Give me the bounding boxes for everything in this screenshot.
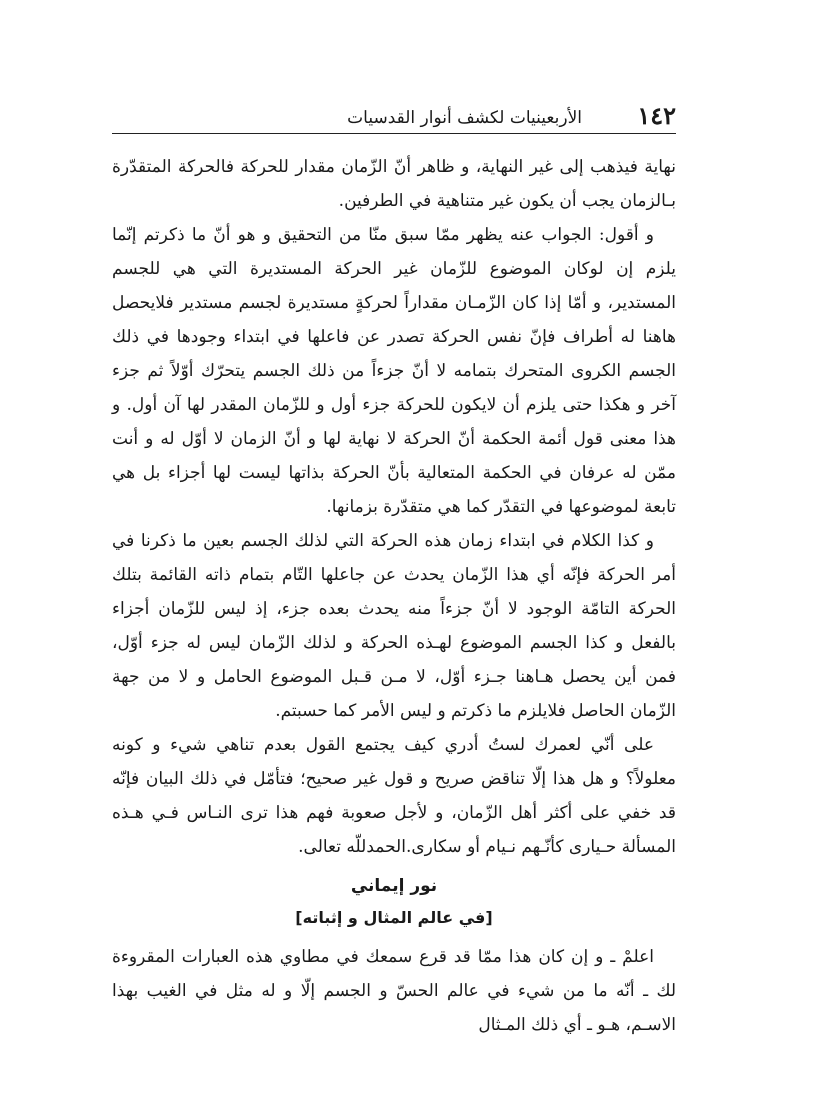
page-header: [112, 96, 676, 132]
section-subtitle: [في عالم المثال و إثباته]: [295, 908, 493, 927]
paragraph: و أقول: الجواب عنه يظهر ممّا سبق منّا من التحقيق و هو أنّ ما ذكرتم إنّما يلزم إن لوكان الموضوع للزّمان غير الحركة المستديرة التي هي للجسم المستدير، و أمّا إذا كان الزّمـان مقداراً لحركةٍ مستديرة لجسم مستدير فلايحصل هاهنا له أطراف فإنّ نفس الحركة تصدر عن فاعلها في ابتداء وجودها في ذلك الجسم الكروى المتحرك بتمامه لا أنّ جزءاً من ذلك الجسم يتحرّك أوّلاً ثم جزء آخر و هكذا حتى يلزم أن لايكون للحركة جزء أول و للزّمان المقدر لها آن أول. و هذا معنى قول أئمة الحكمة أنّ الحركة لا نهاية لها و أنّ الزمان لا أوّل له و أنت ممّن له عرفان في الحكمة المتعالية بأنّ الحركة بذاتها ليست لها أجزاء بل هي تابعة لموضوعها في التقدّر كما هي متقدّرة بزمانها.: [112, 225, 676, 517]
header-rule: [112, 133, 676, 134]
main-text: [112, 150, 676, 864]
section-title: نور إيماني: [350, 876, 438, 896]
running-title: الأربعينيات لكشف أنوار القدسيات: [347, 108, 582, 128]
paragraph: على أنّي لعمرك لستُ أدري كيف يجتمع القول بعدم تناهي شيء و كونه معلولاً؟ و هل هذا إلّا تناقض صريح و قول غير صحيح؛ فتأمّل في ذلك البيان فإنّه قد خفي على أكثر أهل الزّمان، و لأجل صعوبة فهم هذا ترى النـاس فـي هـذه المسألة حـيارى كأنّـهم نـيام أو سكارى.الحمدللّه تعالى.: [112, 735, 676, 857]
page-number: ١٤٢: [637, 101, 676, 130]
paragraph: اعلمْ ـ و إن كان هذا ممّا قد قرع سمعك في مطاوي هذه العبارات المقروءة لك ـ أنّه ما من شيء في عالم الحسّ و الجسم إلّا و له مثل في الغيب بهذا الاسـم، هـو ـ أي ذلك المـثال: [112, 947, 676, 1035]
section-text: [112, 940, 676, 1042]
section-heading: [112, 870, 676, 934]
paragraph: نهاية فيذهب إلى غير النهاية، و ظاهر أنّ الزّمان مقدار للحركة فالحركة المتقدّرة بـالزمان يجب أن يكون غير متناهية في الطرفين.: [112, 157, 676, 211]
paragraph: و كذا الكلام في ابتداء زمان هذه الحركة التي لذلك الجسم بعين ما ذكرنا في أمر الحركة فإنّه أي هذا الزّمان يحدث عن جاعلها التّام بتمام ذاته القائمة بتلك الحركة التامّة الوجود لا أنّ جزءاً منه يحدث بعده جزء، إذ ليس للزّمان أجزاء بالفعل و كذا الجسم الموضوع لهـذه الحركة و لذلك الزّمان ليس له جزء أوّل، فمن أين يحصل هـاهنا جـزء أوّل، لا مـن قـبل الموضوع الحامل و لا من جهة الزّمان الحاصل فلايلزم ما ذكرتم و ليس الأمر كما حسبتم.: [112, 531, 676, 721]
